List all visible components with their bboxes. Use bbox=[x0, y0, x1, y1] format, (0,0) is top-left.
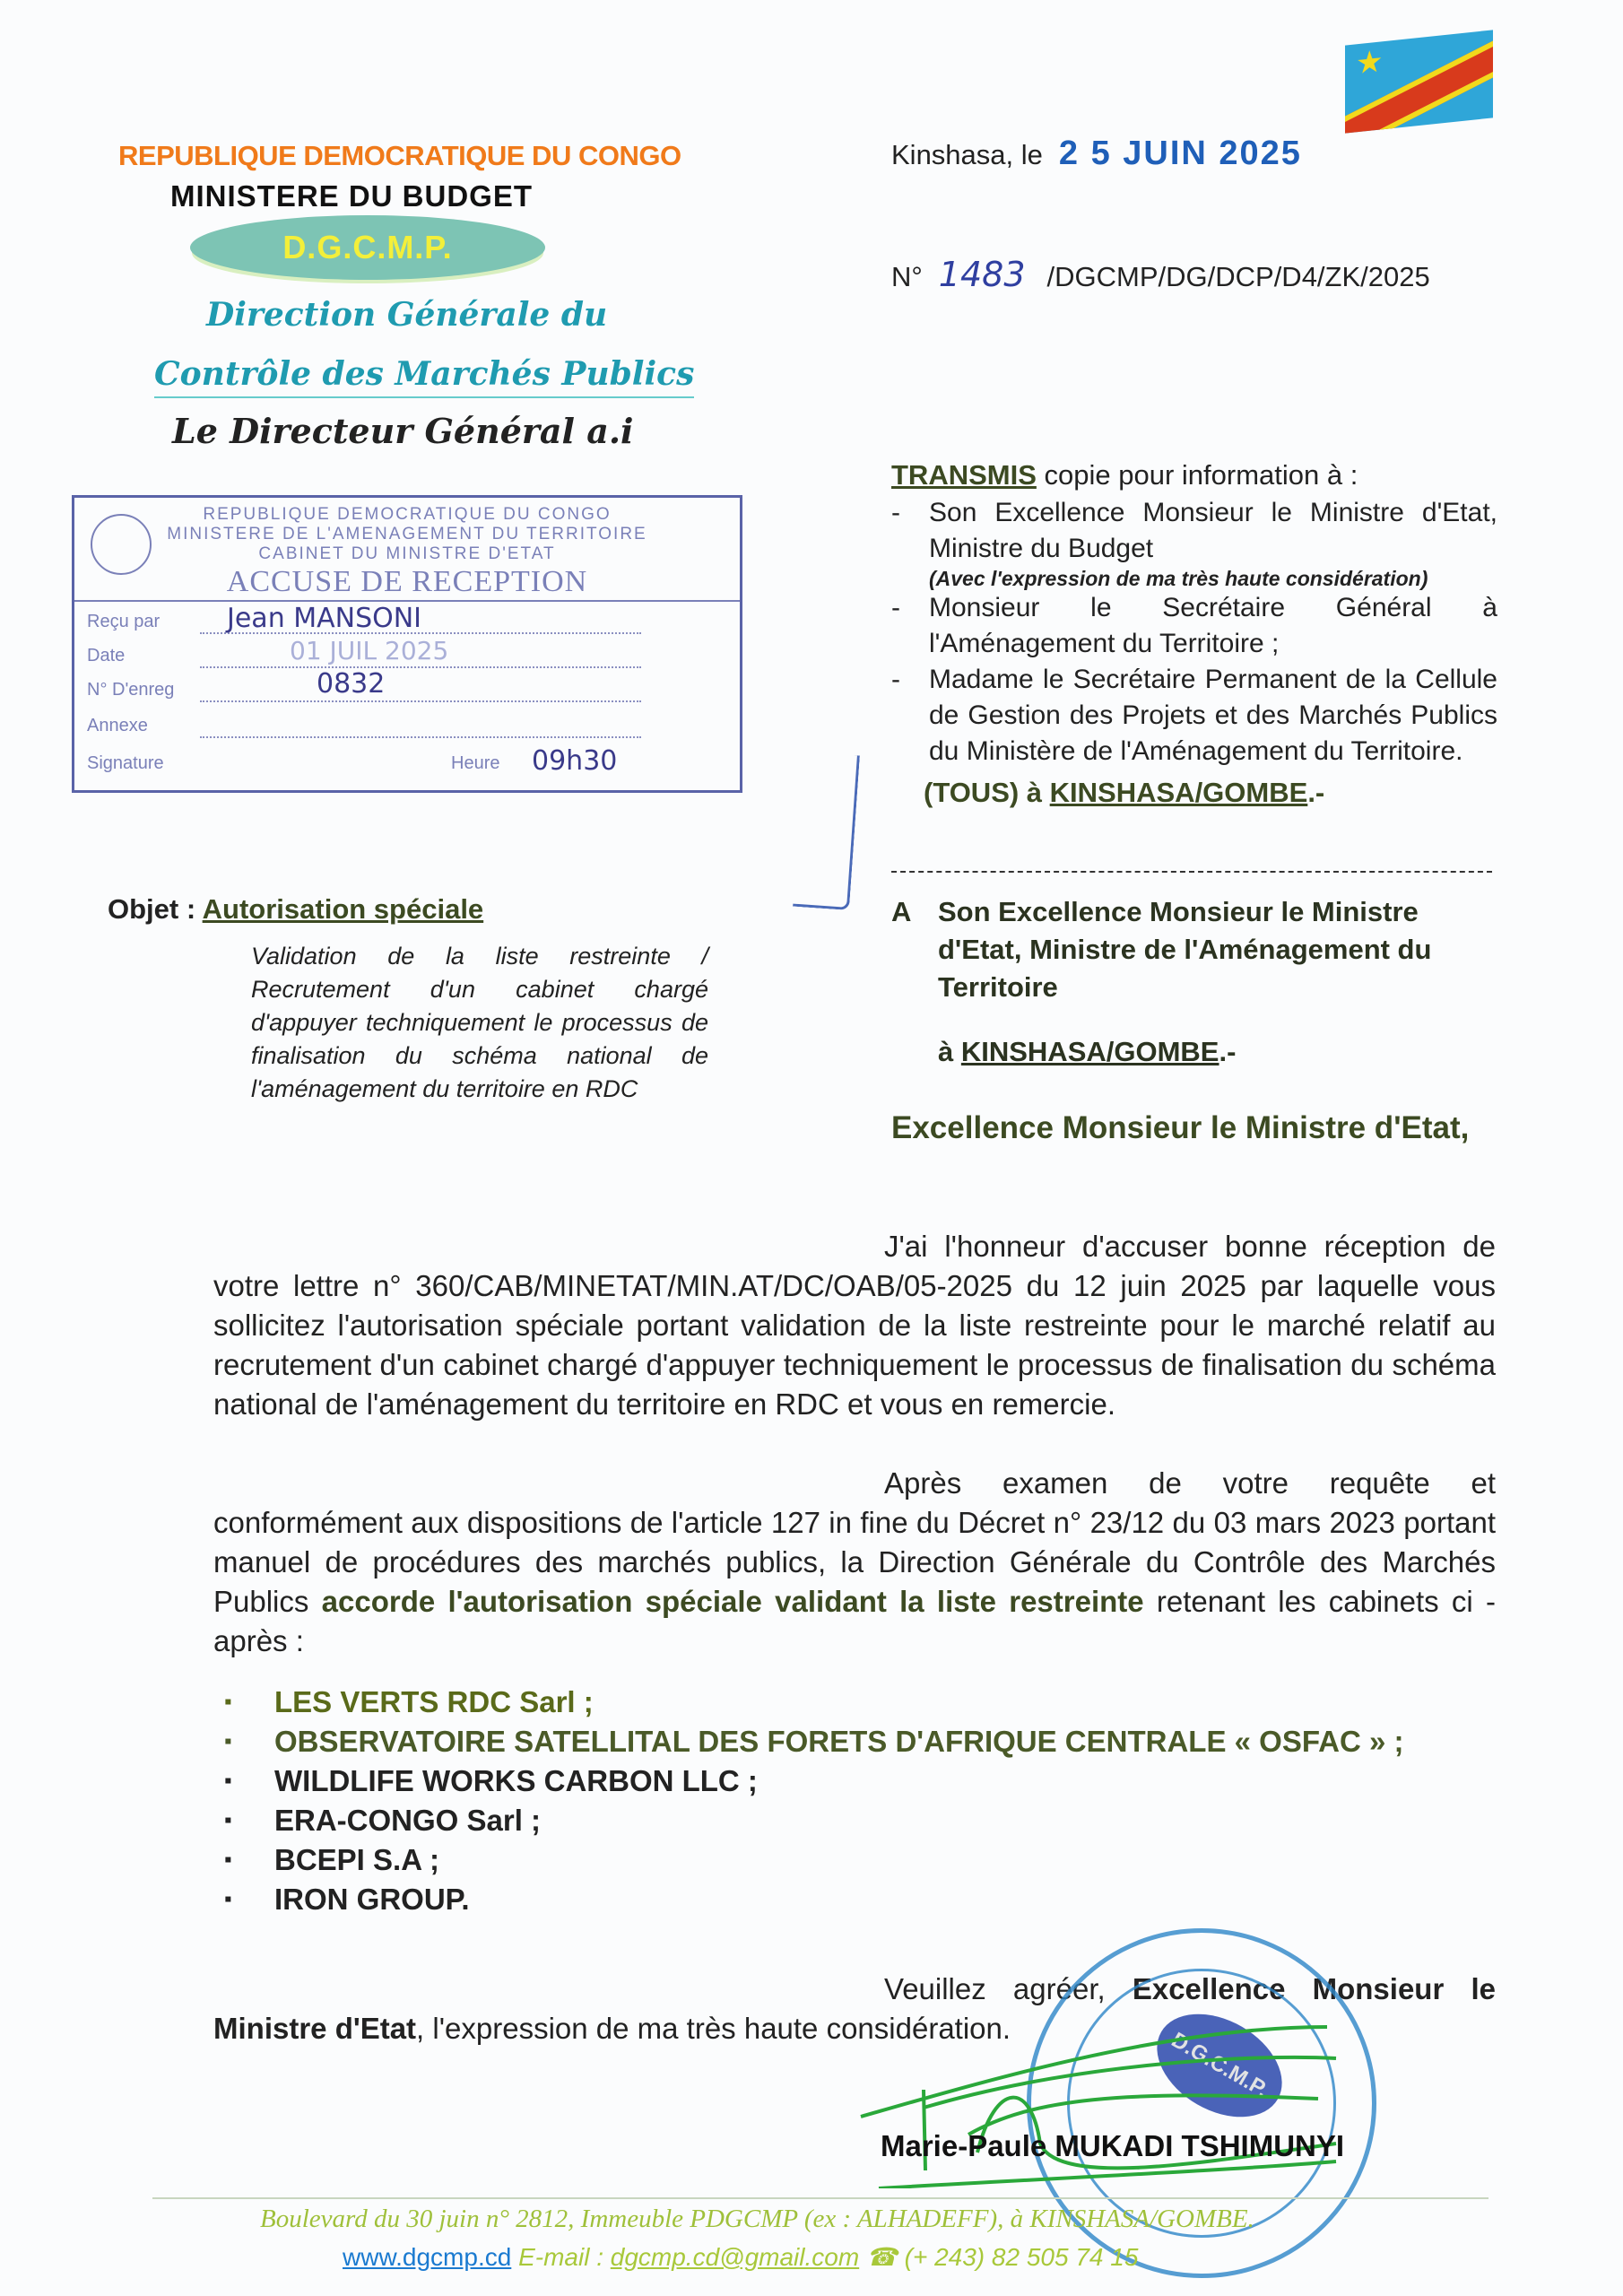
handwritten-tick-mark bbox=[793, 752, 860, 910]
copies-all-location bbox=[924, 777, 1497, 809]
addressee-name: Son Excellence Monsieur le Ministre d'Etat, Ministre de l'Aménagement du Territoire bbox=[938, 896, 1432, 1003]
firm-item: ▪ OBSERVATOIRE SATELLITAL DES FORETS D'AFRIQUE CENTRALE « OSFAC » ; bbox=[224, 1722, 1497, 1761]
stamp-value-received-by: Jean MANSONI bbox=[227, 603, 422, 634]
stamp-label-date: Date bbox=[87, 646, 126, 665]
firm-item: ▪ IRON GROUP. bbox=[224, 1880, 1497, 1919]
phone-icon: ☎ bbox=[865, 2243, 898, 2271]
stamp-label-signature: Signature bbox=[87, 753, 164, 773]
signatory-name: Marie-Paule MUKADI TSHIMUNYI bbox=[881, 2129, 1345, 2162]
addressee-place: KINSHASA/GOMBE bbox=[960, 1036, 1219, 1067]
stamp-label-reg-number: N° D'enreg bbox=[87, 680, 175, 700]
paragraph-1: J'ai l'honneur d'accuser bonne réception de votre lettre n° 360/CAB/MINETAT/MIN.AT/DC/OAB/05-2025 du 12 juin 2025 par laquelle vous sollicitez l'autorisation spéciale portant validation de la liste restreinte pour le marché relatif au recrutement d'un cabinet chargé d'appuyer techniquement le processus de finalisation du schéma national de l'aménagement du territoire en RDC et vous en remercie. bbox=[213, 1230, 1496, 1421]
signatory-title: Le Directeur Général a.i bbox=[172, 411, 634, 451]
footer-phone: (+ 243) 82 505 74 15 bbox=[904, 2243, 1139, 2271]
addressee-place-prefix: à bbox=[938, 1036, 961, 1067]
object-description: Validation de la liste restreinte / Recrutement d'un cabinet chargé d'appuyer techniquement le processus de finalisation du schéma national de l'aménagement du territoire en RDC bbox=[251, 943, 708, 1102]
footer-contacts bbox=[343, 2242, 1138, 2272]
footer-email-link[interactable]: dgcmp.cd@gmail.com bbox=[610, 2243, 860, 2271]
seal-center-text: D.G.C.M.P. bbox=[1139, 1993, 1300, 2138]
stamp-line-3: CABINET DU MINISTRE D'ETAT bbox=[258, 544, 556, 563]
copy-recipient bbox=[891, 662, 1497, 770]
firm-item: ▪ BCEPI S.A ; bbox=[224, 1840, 1497, 1880]
copy-recipient-text: Son Excellence Monsieur le Ministre d'Etat, Ministre du Budget bbox=[929, 498, 1497, 563]
copy-recipient bbox=[891, 495, 1497, 590]
dgcmp-logo bbox=[190, 215, 545, 280]
copies-heading-bold: TRANSMIS bbox=[891, 459, 1037, 491]
copies-heading bbox=[891, 459, 1497, 491]
addressee bbox=[891, 893, 1497, 1071]
stamp-label-time: Heure bbox=[451, 753, 500, 773]
direction-line-1: Direction Générale du bbox=[206, 296, 608, 334]
copies-list bbox=[891, 495, 1497, 770]
date-stamp: 2 5 JUIN 2025 bbox=[1058, 135, 1302, 172]
object-label: Objet bbox=[108, 893, 179, 925]
object-line bbox=[108, 893, 483, 926]
footer-website-link[interactable]: www.dgcmp.cd bbox=[343, 2243, 512, 2271]
copy-recipient bbox=[891, 590, 1497, 662]
stamp-title: ACCUSE DE RECEPTION bbox=[226, 565, 588, 598]
place-date bbox=[891, 135, 1302, 173]
stamp-label-received-by: Reçu par bbox=[87, 612, 161, 631]
stamp-value-reg-number: 0832 bbox=[317, 668, 386, 700]
reference-suffix: /DGCMP/DG/DCP/D4/ZK/2025 bbox=[1046, 261, 1430, 292]
letterhead-republic: REPUBLIQUE DEMOCRATIQUE DU CONGO bbox=[118, 140, 681, 171]
paragraph-2-bold: accorde l'autorisation spéciale validant la liste restreinte bbox=[321, 1585, 1144, 1618]
separator-dashed bbox=[891, 871, 1492, 873]
copies-block bbox=[891, 459, 1497, 809]
salutation: Excellence Monsieur le Ministre d'Etat, bbox=[891, 1110, 1470, 1145]
object-title: Autorisation spéciale bbox=[202, 893, 484, 925]
copies-all-suffix: .- bbox=[1307, 777, 1325, 808]
letterhead-ministry: MINISTERE DU BUDGET bbox=[170, 179, 534, 213]
paragraph-2 bbox=[213, 1464, 1496, 1661]
reception-stamp bbox=[72, 495, 742, 793]
closing-start: Veuillez agréer, bbox=[884, 1972, 1133, 2005]
footer-email-label: E-mail : bbox=[518, 2243, 611, 2271]
copy-recipient-text: Madame le Secrétaire Permanent de la Cellule de Gestion des Projets et des Marchés Publics du Ministère de l'Aménagement du Territoire. bbox=[929, 665, 1497, 766]
direction-line-2: Contrôle des Marchés Publics bbox=[154, 355, 694, 398]
stamp-value-time: 09h30 bbox=[532, 745, 618, 777]
object-colon: : bbox=[178, 893, 203, 925]
logo-text: D.G.C.M.P. bbox=[282, 229, 453, 265]
footer-divider bbox=[152, 2197, 1488, 2199]
copy-recipient-note: (Avec l'expression de ma très haute considération) bbox=[929, 567, 1428, 590]
copies-heading-rest: copie pour information à : bbox=[1036, 459, 1358, 491]
firm-item: ▪ WILDLIFE WORKS CARBON LLC ; bbox=[224, 1761, 1497, 1801]
paragraph-2-end: retenant les cabinets ci - après : bbox=[213, 1585, 1496, 1657]
copy-recipient-text: Monsieur le Secrétaire Général à l'Aménagement du Territoire ; bbox=[929, 593, 1497, 658]
copies-all-prefix: (TOUS) à bbox=[924, 777, 1050, 808]
reference-prefix: N° bbox=[891, 261, 923, 292]
addressee-prefix: A bbox=[891, 896, 912, 927]
paragraph-2-start: Après examen de votre requête et conformément aux dispositions de l'article 127 in fine du Décret n° 23/12 du 03 mars 2023 portant manuel de procédures des marchés publics, la Direction Générale du Contrôle des Marchés Publics bbox=[213, 1466, 1496, 1618]
firms-list bbox=[224, 1683, 1497, 1919]
stamp-value-date: 01 JUIL 2025 bbox=[290, 636, 449, 665]
addressee-place-suffix: .- bbox=[1219, 1036, 1237, 1067]
firm-item: ▪ ERA-CONGO Sarl ; bbox=[224, 1801, 1497, 1840]
firm-item: ▪ LES VERTS RDC Sarl ; bbox=[224, 1683, 1497, 1722]
footer-address: Boulevard du 30 juin n° 2812, Immeuble PDGCMP (ex : ALHADEFF), à KINSHASA/GOMBE. bbox=[260, 2205, 1254, 2233]
copies-all-place: KINSHASA/GOMBE bbox=[1049, 777, 1308, 808]
drc-flag-image: ★ bbox=[1345, 30, 1493, 133]
closing-bold: Excellence Monsieur le Ministre d'Etat bbox=[213, 1972, 1496, 2045]
place-date-prefix: Kinshasa, le bbox=[891, 139, 1043, 170]
stamp-line-2: MINISTERE DE L'AMENAGEMENT DU TERRITOIRE bbox=[167, 525, 647, 544]
stamp-line-1: REPUBLIQUE DEMOCRATIQUE DU CONGO bbox=[203, 505, 612, 524]
reference-handwritten-number: 1483 bbox=[938, 255, 1026, 294]
closing-end: , l'expression de ma très haute considération. bbox=[416, 2012, 1011, 2045]
reference-number bbox=[891, 255, 1430, 294]
stamp-label-annex: Annexe bbox=[87, 716, 148, 735]
